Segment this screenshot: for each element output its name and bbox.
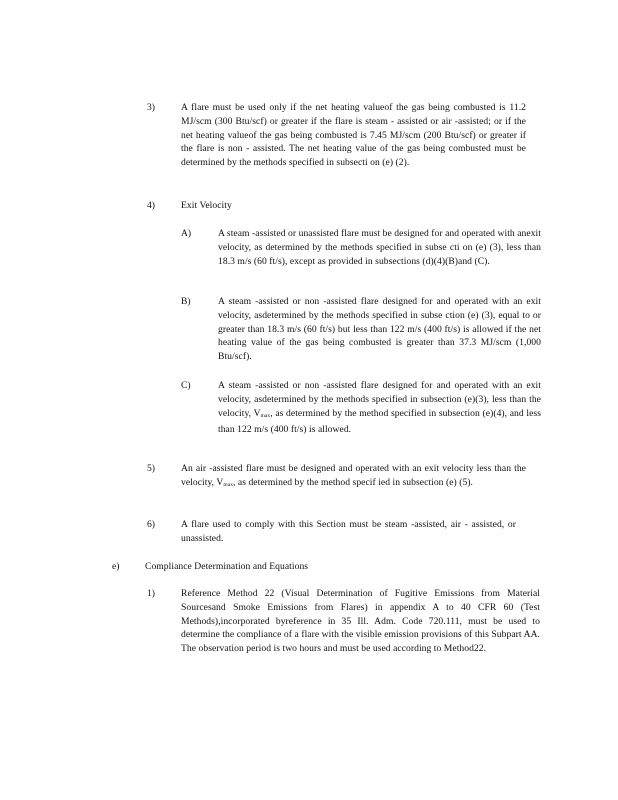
paragraph-number: 6) xyxy=(147,519,155,530)
paragraph-text xyxy=(218,379,541,437)
paragraph-number: C) xyxy=(181,380,191,391)
paragraph-number: B) xyxy=(181,296,191,307)
paragraph-text xyxy=(181,462,526,493)
paragraph-text: Reference Method 22 (Visual Determination of Fugitive Emissions from Material Sourcesand Smoke Emissions from Flares) in appendix A to 40 CFR 60 (Test Methods),incorporated byreference in 35 Ill. Adm. Code 720.111, must be used to determine the compliance of a flare with the visible emission provisions of this Subpart AA. The observation period is two hours and must be used according to Method22. xyxy=(181,588,540,655)
paragraph-text: A steam -assisted or non -assisted flare designed for and operated with an exit velocity, asdetermined by the methods specified in subse ction (e) (3), equal to or greater than 18.3 m/s (60 ft/s) but less than 122 m/s (400 ft/s) is allowed if the net heating value of the gas being combusted is greater than 37.3 MJ/scm (1,000 Btu/scf). xyxy=(218,296,541,363)
paragraph-number: 4) xyxy=(147,200,155,211)
paragraph-text: A steam -assisted or unassisted flare must be designed for and operated with anexit velocity, as determined by the methods specified in subse cti on (e) (3), less than 18.3 m/s (60 ft/s), except as provided in subsections (d)(4)(B)and (C). xyxy=(218,228,541,267)
heading-text: Exit Velocity xyxy=(181,200,232,211)
paragraph-text: A flare used to comply with this Section must be steam -assisted, air - assisted, or unassisted. xyxy=(181,519,516,544)
text-segment: , as determined by the method specified in subsection (e)(4), and less than 122 m/s (400 ft/s) is allowed. xyxy=(218,407,541,436)
paragraph-number: 3) xyxy=(147,102,155,113)
paragraph-number: A) xyxy=(181,228,192,239)
text-segment: , as determined by the method specif ied in subsection (e) (5). xyxy=(233,476,474,488)
text-segment: A steam -assisted or non -assisted flare designed for and operated with an exit velocity, asdetermined by the methods specified in subsection (e)(3), less than the velocity, V xyxy=(218,380,541,419)
heading-text: Compliance Determination and Equations xyxy=(145,561,309,572)
subscript-text: max xyxy=(223,481,234,488)
paragraph-text: A flare must be used only if the net heating valueof the gas being combusted is 11.2 MJ/scm (300 Btu/scf) or greater if the flare is steam - assisted or air -assisted; or if the net heating valueof the gas being combusted is 7.45 MJ/scm (200 Btu/scf) or greater if the flare is non - assisted. The net heating value of the gas being combusted must be determined by the methods specified in subsecti on (e) (2). xyxy=(181,102,526,169)
section-number: e) xyxy=(112,561,120,572)
paragraph-number: 1) xyxy=(147,588,155,599)
paragraph-number: 5) xyxy=(147,463,155,474)
text-segment: An air -assisted flare must be designed and operated with an exit velocity less than the velocity, V xyxy=(181,463,526,488)
subscript-text: max xyxy=(260,412,271,419)
